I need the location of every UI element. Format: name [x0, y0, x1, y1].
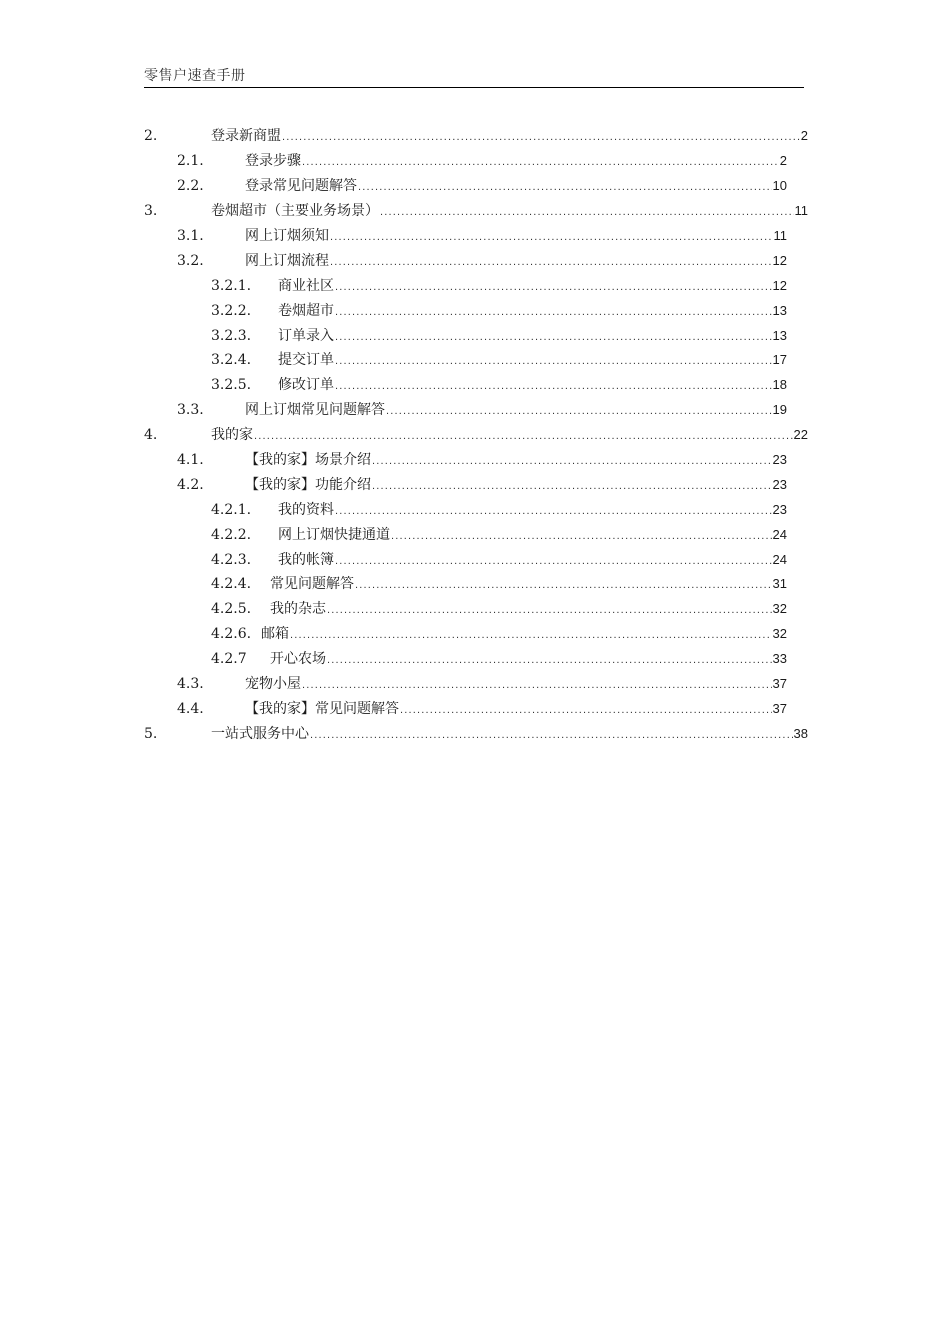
toc-title: 提交订单: [278, 352, 334, 369]
toc-leader: [335, 356, 772, 367]
toc-title: 我的帐簿: [278, 551, 334, 568]
toc-title: 网上订烟快捷通道: [278, 526, 390, 543]
toc-leader: [335, 556, 772, 567]
toc-leader: [386, 406, 772, 417]
toc-number: 4.2.5.: [211, 601, 252, 618]
toc-title: 订单录入: [278, 327, 334, 344]
toc-entry[interactable]: [144, 647, 806, 672]
toc-number: 4.2.7: [211, 651, 247, 668]
toc-leader: [335, 506, 772, 517]
toc-title: 【我的家】常见问题解答: [245, 700, 399, 717]
toc-entry[interactable]: [144, 348, 806, 373]
toc-page-number: 32: [772, 601, 787, 617]
toc-page-number: 10: [772, 178, 787, 194]
toc-entry[interactable]: [144, 696, 806, 721]
toc-page-number: 12: [772, 277, 787, 293]
toc-leader: [391, 531, 772, 542]
toc-number: 2.2.: [177, 178, 204, 195]
toc-page-number: 23: [772, 501, 787, 517]
toc-entry[interactable]: [144, 149, 806, 174]
toc-entry[interactable]: [144, 721, 806, 746]
toc-page-number: 19: [772, 402, 787, 418]
toc-entry[interactable]: [144, 398, 806, 423]
toc-title: 一站式服务中心: [211, 725, 309, 742]
toc-number: 3.1.: [177, 228, 204, 244]
toc-title: 登录新商盟: [211, 128, 281, 145]
toc-leader: [327, 605, 772, 616]
toc-page-number: 37: [772, 700, 787, 716]
toc-number: 4.3.: [177, 676, 204, 693]
toc-page-number: 17: [772, 352, 787, 368]
toc-entry[interactable]: [144, 497, 806, 522]
toc-leader: [335, 332, 772, 343]
toc-entry[interactable]: [144, 672, 806, 697]
toc-title: 我的家: [211, 427, 253, 444]
toc-title: 开心农场: [270, 651, 326, 668]
toc-title: 商业社区: [278, 277, 334, 294]
toc-leader: [254, 431, 793, 442]
toc-page-number: 23: [772, 452, 787, 468]
toc-number: 4.: [144, 427, 158, 444]
toc-entry[interactable]: [144, 174, 806, 199]
toc-title: 登录常见问题解答: [245, 178, 357, 195]
toc-page-number: 13: [772, 302, 787, 318]
toc-leader: [335, 282, 772, 293]
toc-page-number: 23: [772, 476, 787, 492]
toc-number: 3.2.2.: [211, 302, 252, 319]
toc-leader: [355, 580, 772, 591]
toc-title: 卷烟超市（主要业务场景）: [211, 203, 379, 220]
toc-title: 网上订烟流程: [245, 252, 329, 269]
toc-number: 4.2.4.: [211, 576, 252, 593]
toc-number: 4.2.: [177, 476, 204, 493]
toc-page-number: 11: [773, 228, 787, 243]
table-of-contents: [144, 124, 806, 746]
toc-page-number: 13: [772, 327, 787, 343]
toc-title: 卷烟超市: [278, 302, 334, 319]
toc-leader: [290, 630, 772, 641]
toc-entry[interactable]: [144, 572, 806, 597]
toc-leader: [310, 730, 793, 741]
toc-number: 4.2.6.: [211, 626, 252, 643]
toc-entry[interactable]: [144, 224, 806, 249]
toc-title: 网上订烟须知: [245, 228, 329, 244]
toc-title: 【我的家】功能介绍: [245, 476, 371, 493]
toc-page-number: 11: [794, 203, 808, 219]
toc-title: 网上订烟常见问题解答: [245, 402, 385, 419]
toc-title: 修改订单: [278, 377, 334, 394]
toc-page-number: 33: [772, 651, 787, 667]
toc-entry[interactable]: [144, 248, 806, 273]
toc-number: 5.: [144, 725, 158, 742]
toc-page-number: 37: [772, 676, 787, 692]
toc-title: 我的资料: [278, 501, 334, 518]
toc-number: 4.4.: [177, 700, 204, 717]
toc-title: 常见问题解答: [270, 576, 354, 593]
toc-entry[interactable]: [144, 522, 806, 547]
toc-page-number: 22: [793, 427, 808, 443]
toc-page-number: 31: [772, 576, 787, 592]
toc-entry[interactable]: [144, 622, 806, 647]
toc-entry[interactable]: [144, 373, 806, 398]
toc-page-number: 24: [772, 551, 787, 567]
toc-entry[interactable]: [144, 298, 806, 323]
toc-page-number: 12: [772, 252, 787, 268]
toc-page-number: 38: [793, 725, 808, 741]
toc-number: 3.2.1.: [211, 277, 252, 294]
toc-title: 登录步骤: [245, 153, 301, 170]
toc-number: 2.: [144, 128, 158, 145]
header-title: 零售户速查手册: [144, 68, 246, 84]
toc-leader: [335, 307, 772, 318]
toc-leader: [358, 182, 772, 193]
toc-number: 3.2.: [177, 252, 204, 269]
toc-number: 3.3.: [177, 402, 204, 419]
toc-leader: [372, 456, 772, 467]
toc-entry[interactable]: [144, 448, 806, 473]
toc-title: 【我的家】场景介绍: [245, 452, 371, 469]
toc-entry[interactable]: [144, 472, 806, 497]
toc-leader: [372, 481, 772, 492]
toc-number: 3.: [144, 203, 158, 220]
toc-leader: [302, 157, 779, 168]
toc-number: 4.2.3.: [211, 551, 252, 568]
toc-leader: [330, 232, 773, 243]
toc-leader: [400, 705, 772, 716]
toc-title: 邮箱: [261, 626, 289, 643]
toc-entry[interactable]: [144, 273, 806, 298]
toc-page-number: 24: [772, 526, 787, 542]
toc-entry[interactable]: [144, 124, 806, 149]
toc-leader: [380, 207, 794, 218]
toc-leader: [335, 381, 772, 392]
page-header: [144, 63, 804, 88]
toc-page-number: 2: [779, 153, 787, 169]
toc-leader: [330, 257, 772, 268]
toc-entry[interactable]: [144, 199, 806, 224]
toc-entry[interactable]: [144, 323, 806, 348]
toc-leader: [302, 680, 772, 691]
toc-page-number: 18: [772, 377, 787, 393]
toc-entry[interactable]: [144, 547, 806, 572]
toc-entry[interactable]: [144, 597, 806, 622]
toc-number: 2.1.: [177, 153, 204, 170]
toc-number: 4.1.: [177, 452, 204, 469]
toc-page-number: 2: [800, 128, 808, 144]
toc-leader: [327, 655, 772, 666]
toc-number: 3.2.4.: [211, 352, 252, 369]
toc-number: 4.2.2.: [211, 526, 252, 543]
toc-entry[interactable]: [144, 423, 806, 448]
toc-page-number: 32: [772, 626, 787, 642]
toc-number: 3.2.3.: [211, 327, 252, 344]
toc-number: 3.2.5.: [211, 377, 252, 394]
toc-leader: [282, 132, 800, 143]
toc-number: 4.2.1.: [211, 501, 252, 518]
toc-title: 我的杂志: [270, 601, 326, 618]
toc-title: 宠物小屋: [245, 676, 301, 693]
